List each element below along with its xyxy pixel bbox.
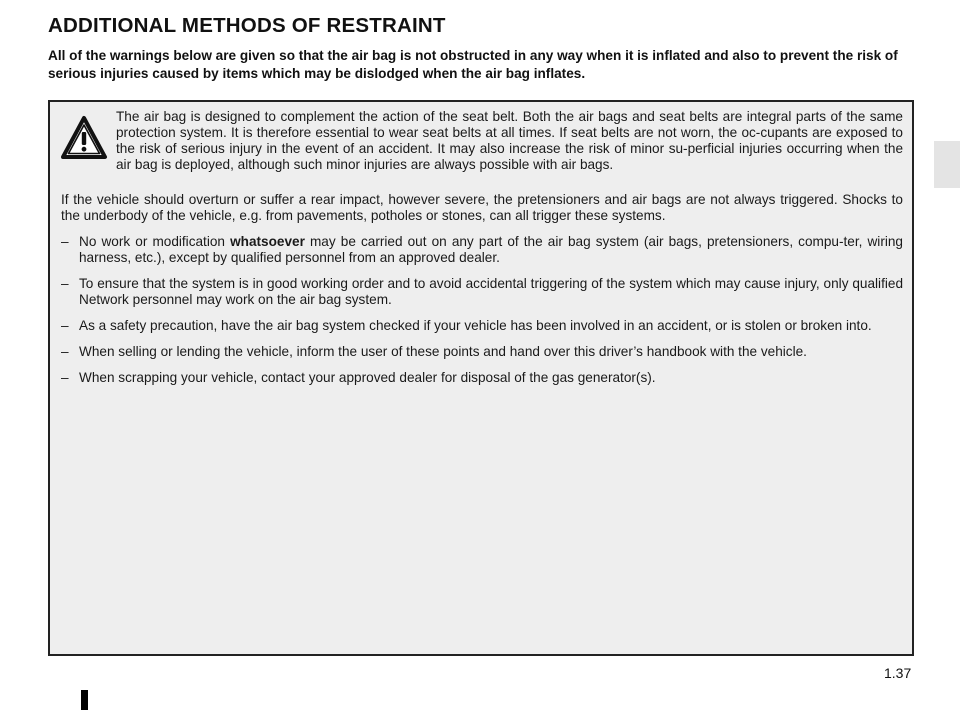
page-marker xyxy=(81,690,88,710)
list-item-text: No work or modification xyxy=(79,234,231,249)
list-item xyxy=(61,234,903,266)
warning-lead-text: The air bag is designed to complement the action of the seat belt. Both the air bags and seat belts are integral parts of the same protection system. It is therefore essential to wear seat belts at all times. If seat belts are not worn, the oc-cupants are exposed to the risk of serious injury in the event of an accident. It may also increase the risk of minor su-perficial injuries occurring when the air bag is deployed, although such minor injuries are always possible with air bags. xyxy=(116,109,903,172)
page-number: 1.37 xyxy=(884,665,912,681)
list-item-text: When selling or lending the vehicle, inform the user of these points and hand over this driver’s handbook with the vehicle. xyxy=(79,344,807,359)
list-item-text: When scrapping your vehicle, contact your approved dealer for disposal of the gas generator(s). xyxy=(79,370,656,385)
list-item-emphasis: whatsoever xyxy=(230,234,305,249)
intro-text: All of the warnings below are given so that the air bag is not obstructed in any way when it is inflated and also to prevent the risk of serious injuries caused by items which may be dislodged when the air bag inflates. xyxy=(48,48,898,81)
list-item xyxy=(61,276,903,308)
warning-box xyxy=(48,100,914,656)
warning-triangle-icon xyxy=(60,114,108,162)
list-dash: – xyxy=(61,370,69,385)
list-item-text: To ensure that the system is in good working order and to avoid accidental triggering of the system which may cause injury, only qualified Network personnel may work on the air bag system. xyxy=(79,276,903,307)
list-item xyxy=(61,370,903,386)
warning-paragraph: If the vehicle should overturn or suffer a rear impact, however severe, the pretensioners and air bags are not always triggered. Shocks to the underbody of the vehicle, e.g. from pavements, potholes or stones, can all trigger these systems. xyxy=(61,192,903,223)
list-item xyxy=(61,344,903,360)
warning-list xyxy=(61,234,903,386)
page-title: ADDITIONAL METHODS OF RESTRAINT xyxy=(48,14,446,37)
list-item-text: As a safety precaution, have the air bag system checked if your vehicle has been involved in an accident, or is stolen or broken into. xyxy=(79,318,872,333)
list-dash: – xyxy=(61,318,69,333)
warning-body xyxy=(61,192,903,396)
list-dash: – xyxy=(61,276,69,291)
list-item xyxy=(61,318,903,334)
list-item-text: may be carried out on any part of the air bag system (air bags, pretensioners, compu-ter, wiring harness, etc.), except by qualified personnel from an approved dealer. xyxy=(79,234,903,265)
list-dash: – xyxy=(61,234,69,249)
section-tab xyxy=(934,141,960,188)
list-dash: – xyxy=(61,344,69,359)
